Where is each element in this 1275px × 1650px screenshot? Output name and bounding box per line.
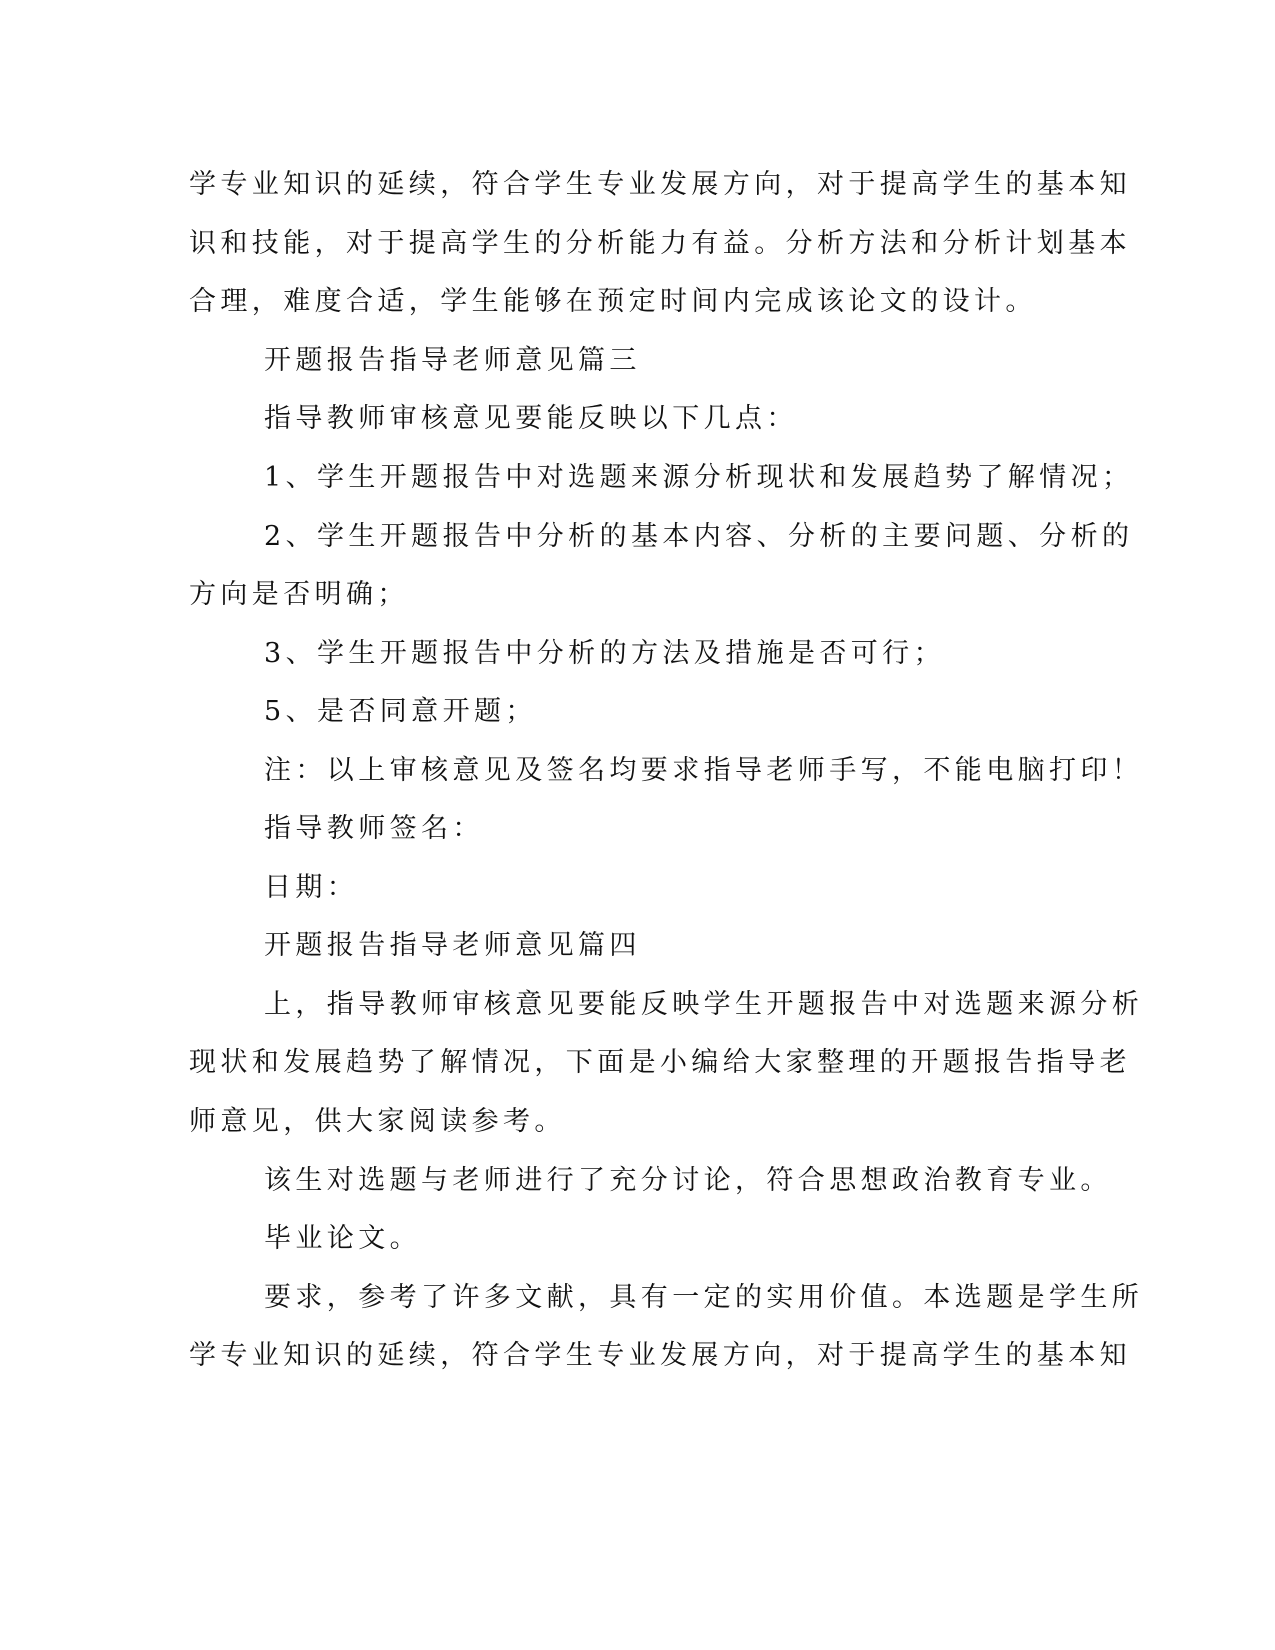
body-text-line: 学专业知识的延续，符合学生专业发展方向，对于提高学生的基本知 — [189, 1340, 1131, 1371]
date-label: 日期： — [264, 872, 359, 903]
body-text-line: 现状和发展趋势了解情况，下面是小编给大家整理的开题报告指导老 — [189, 1047, 1131, 1078]
list-item: 1、学生开题报告中对选题来源分析现状和发展趋势了解情况； — [264, 462, 1134, 493]
body-text-line: 指导教师审核意见要能反映以下几点： — [264, 403, 798, 434]
note-text: 注：以上审核意见及签名均要求指导老师手写，不能电脑打印！ — [264, 755, 1144, 786]
section-heading: 开题报告指导老师意见篇四 — [264, 930, 641, 961]
list-item: 3、学生开题报告中分析的方法及措施是否可行； — [264, 638, 945, 669]
list-item-continuation: 方向是否明确； — [189, 579, 409, 610]
list-item: 2、学生开题报告中分析的基本内容、分析的主要问题、分析的 — [264, 521, 1134, 552]
body-text-line: 识和技能，对于提高学生的分析能力有益。分析方法和分析计划基本 — [189, 228, 1131, 259]
body-text-line: 学专业知识的延续，符合学生专业发展方向，对于提高学生的基本知 — [189, 169, 1131, 200]
section-heading: 开题报告指导老师意见篇三 — [264, 345, 641, 376]
body-text-line: 该生对选题与老师进行了充分讨论，符合思想政治教育专业。 — [264, 1165, 1112, 1196]
body-text-line: 上，指导教师审核意见要能反映学生开题报告中对选题来源分析 — [264, 989, 1144, 1020]
body-text-line: 师意见，供大家阅读参考。 — [189, 1106, 566, 1137]
list-item: 5、是否同意开题； — [264, 696, 537, 727]
body-text-line: 要求，参考了许多文献，具有一定的实用价值。本选题是学生所 — [264, 1282, 1144, 1313]
body-text-line: 毕业论文。 — [264, 1223, 421, 1254]
signature-label: 指导教师签名： — [264, 813, 484, 844]
body-text-line: 合理，难度合适，学生能够在预定时间内完成该论文的设计。 — [189, 286, 1037, 317]
